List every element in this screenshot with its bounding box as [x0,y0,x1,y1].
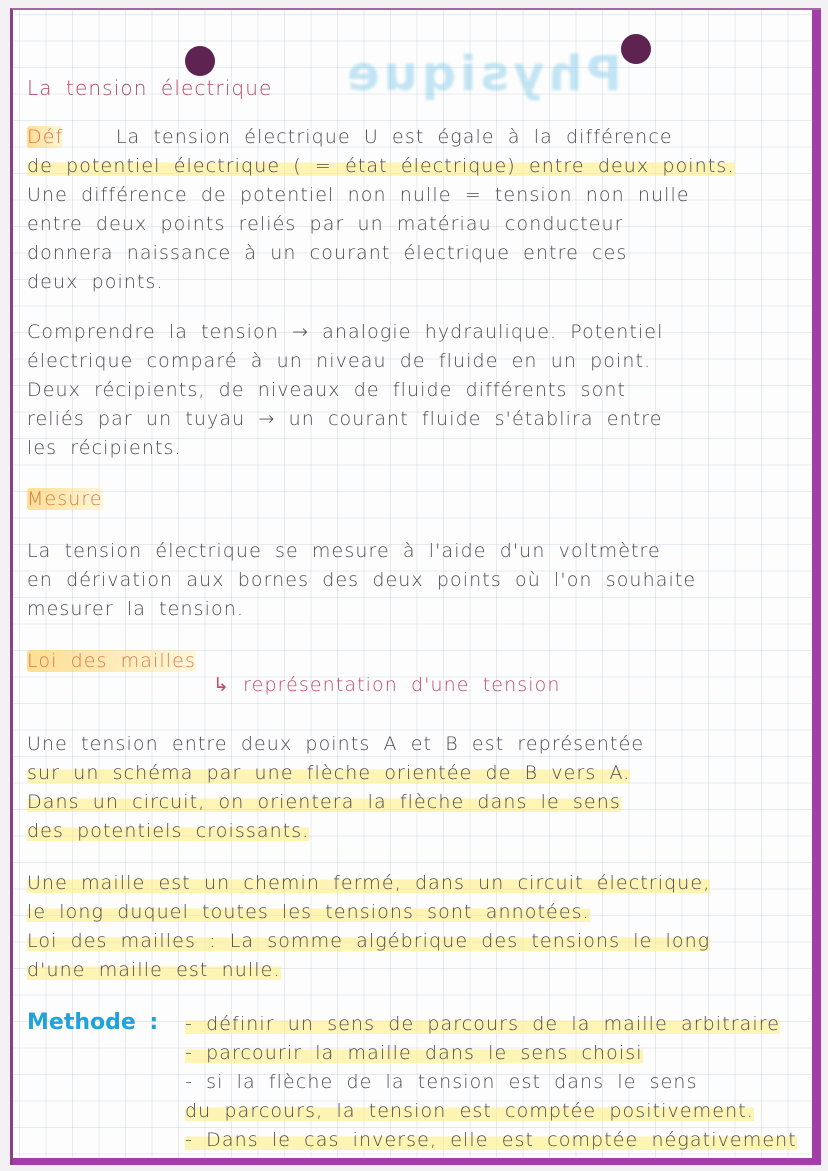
measure-heading [27,488,103,510]
method-label: Methode : [27,1010,159,1035]
measure-line-2: en dérivation aux bornes des deux points où l'on souhaite [27,569,697,591]
mesh-definition-line-3: Loi des mailles : La somme algébrique des tensions le long [27,930,711,952]
notebook-page [10,8,821,1165]
representation-line-1: Une tension entre deux points A et B est représentée [27,733,645,755]
mesh-law-subheading: ↳ représentation d'une tension [213,674,561,696]
method-step-1: - définir un sens de parcours de la maille arbitraire [185,1013,781,1035]
page-border-bottom [13,1158,821,1165]
definition-line-3: Une différence de potentiel non nulle = tension non nulle [27,184,690,206]
method-step-3: - si la flèche de la tension est dans le sens [185,1071,698,1093]
measure-line-1: La tension électrique se mesure à l'aide d'un voltmètre [27,540,661,562]
mesh-definition-line-4: d'une maille est nulle. [27,959,281,981]
analogy-line-3: Deux récipients, de niveaux de fluide différents sont [27,379,627,401]
analogy-line-4: reliés par un tuyau → un courant fluide s'établira entre [27,408,663,430]
definition-line-1: Déf La tension électrique U est égale à la différence [27,126,673,148]
mesh-law-label: Loi des mailles [27,650,196,672]
definition-line-6: deux points. [27,271,164,293]
analogy-line-1: Comprendre la tension → analogie hydraulique. Potentiel [27,321,664,343]
representation-line-4: des potentiels croissants. [27,820,310,842]
measure-label: Mesure [27,488,103,510]
definition-line-5: donnera naissance à un courant électrique entre ces [27,242,628,264]
definition-line-2: de potentiel électrique ( = état électrique) entre deux points. [27,155,735,177]
page-border-right [812,10,821,1165]
punch-hole-left [185,46,215,76]
page-title: La tension électrique [27,76,273,100]
method-step-5: - Dans le cas inverse, elle est comptée négativement [185,1129,797,1151]
measure-line-3: mesurer la tension. [27,598,244,620]
analogy-line-5: les récipients. [27,437,182,459]
definition-label: Déf [27,126,64,148]
analogy-line-2: électrique comparé à un niveau de fluide en un point. [27,350,652,372]
representation-line-2: sur un schéma par une flèche orientée de B vers A. [27,762,631,784]
punch-hole-right [621,34,651,64]
mesh-law-heading [27,650,196,672]
mesh-definition-line-2: le long duquel toutes les tensions sont annotées. [27,901,590,923]
method-step-4: du parcours, la tension est comptée positivement. [185,1100,754,1122]
method-step-2: - parcourir la maille dans le sens choisi [185,1042,643,1064]
bleed-through-text: Physique [343,46,622,102]
mesh-definition-line-1: Une maille est un chemin fermé, dans un circuit électrique, [27,872,711,894]
representation-line-3: Dans un circuit, on orientera la flèche dans le sens [27,791,621,813]
definition-line-4: entre deux points reliés par un matériau conducteur [27,213,624,235]
